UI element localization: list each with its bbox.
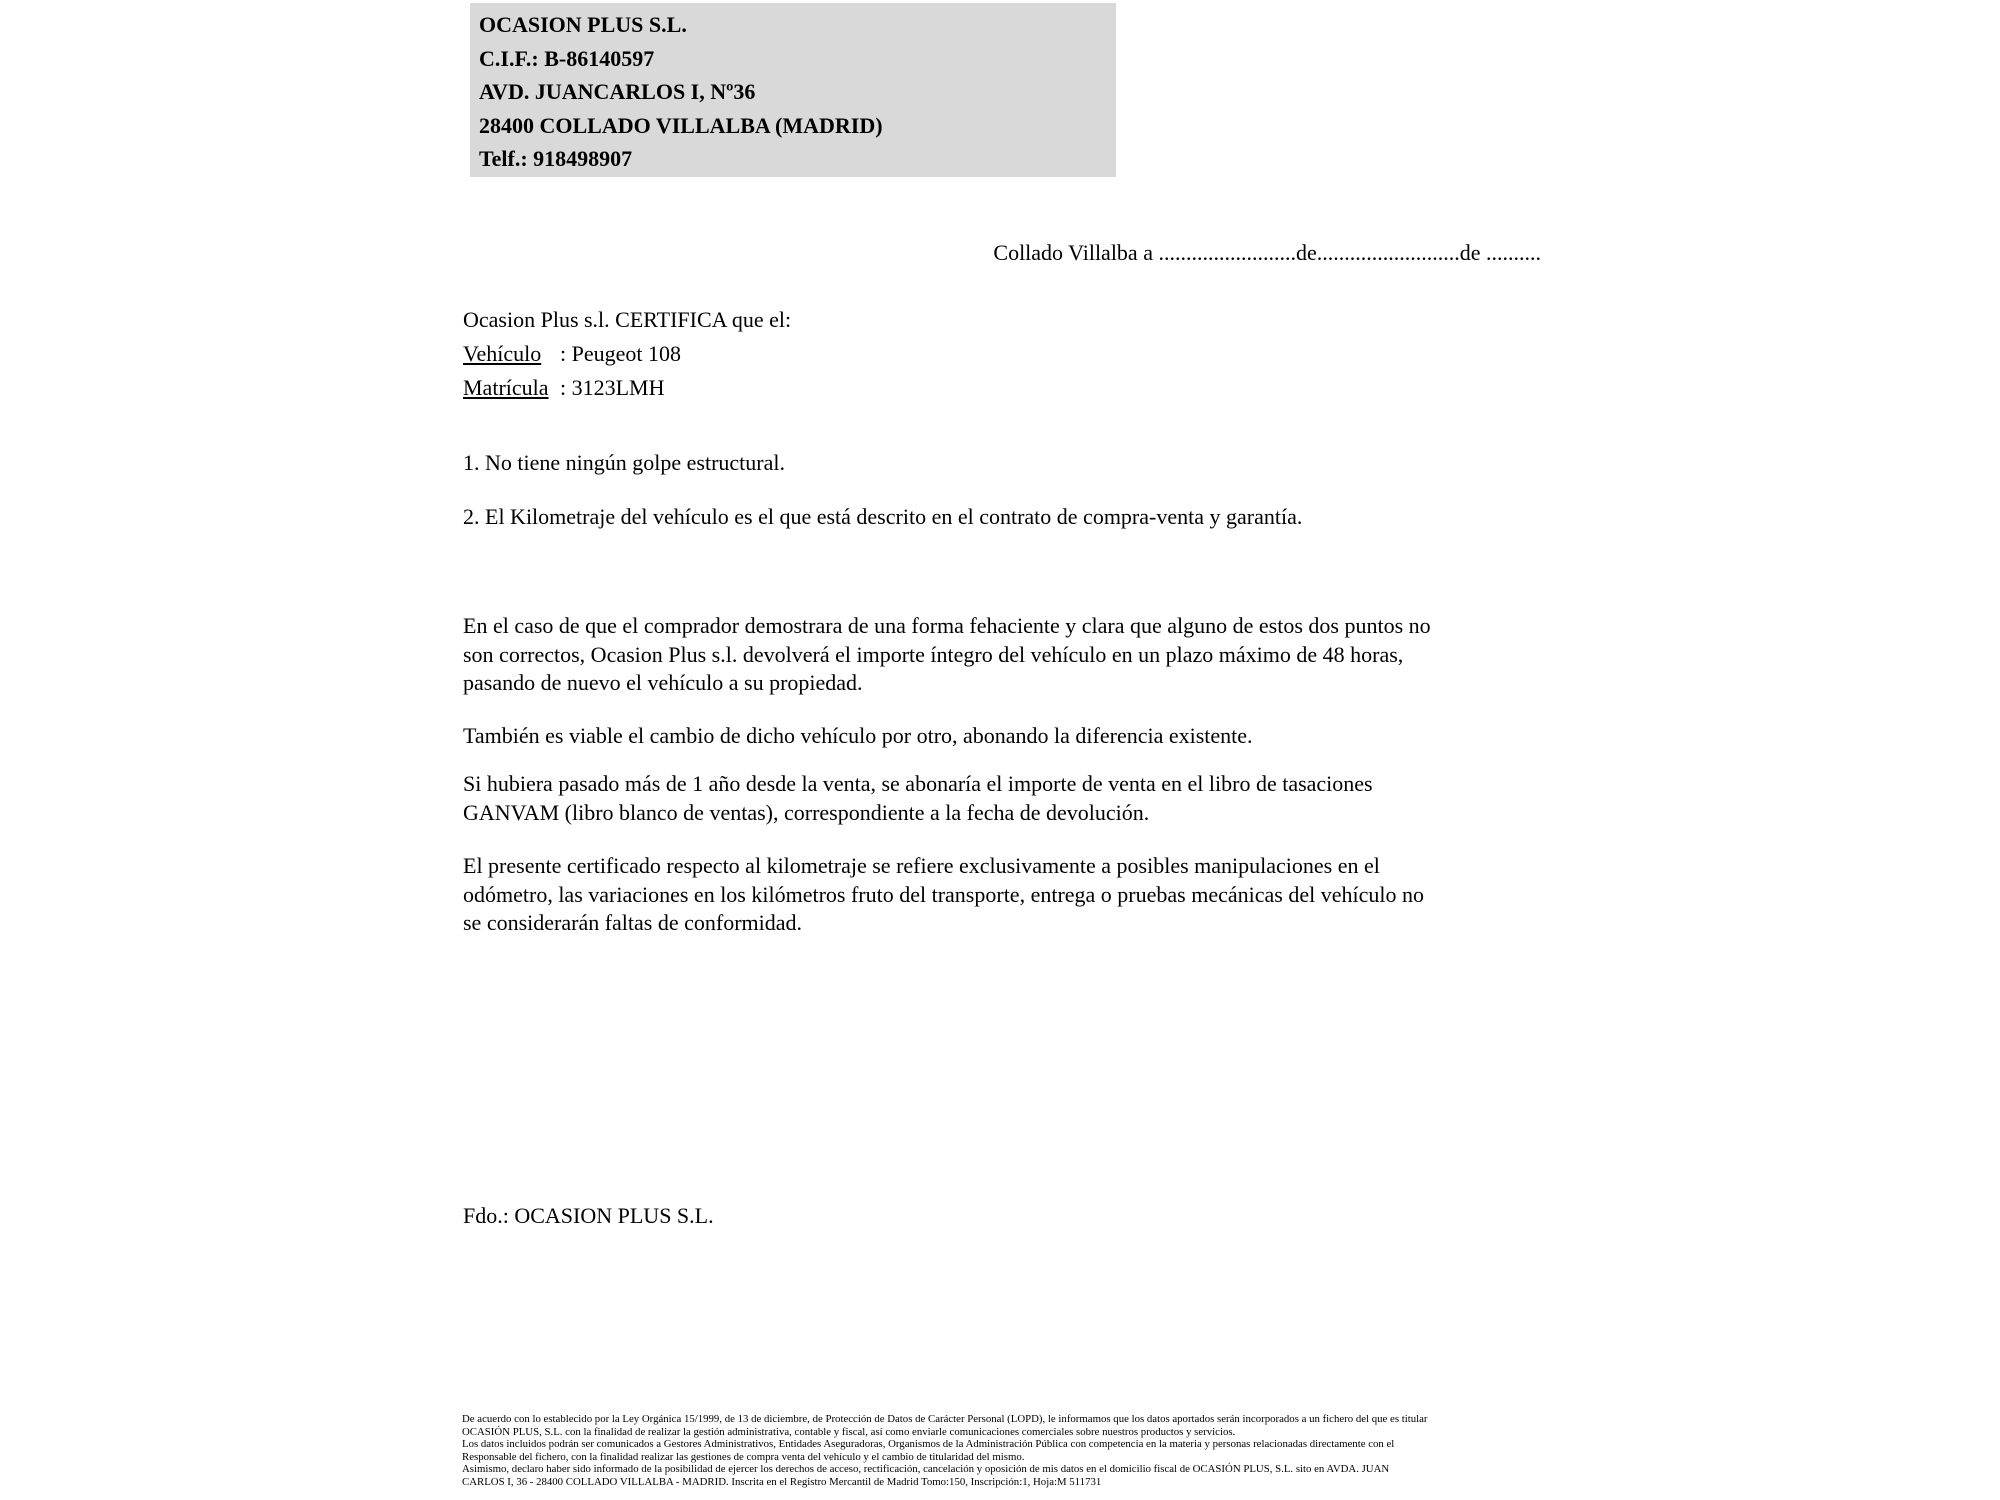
vehicle-field: [463, 337, 791, 371]
company-phone: Telf.: 918498907: [479, 146, 633, 171]
paragraph-refund: [463, 612, 1431, 698]
plate-label: Matrícula: [463, 375, 549, 400]
plate-value: : 3123LMH: [560, 375, 665, 400]
paragraph-ganvam-line: GANVAM (libro blanco de ventas), correspondiente a la fecha de devolución.: [463, 799, 1150, 825]
paragraph-exchange-line: También es viable el cambio de dicho vehículo por otro, abonando la diferencia existente.: [463, 723, 1253, 748]
company-name: OCASION PLUS S.L.: [479, 12, 687, 37]
paragraph-refund-line: En el caso de que el comprador demostrara de una forma fehaciente y clara que alguno de estos dos puntos no: [463, 613, 1431, 638]
date-line: Collado Villalba a .........................de..........................de ..........: [993, 240, 1541, 265]
footer-line: Asimismo, declaro haber sido informado de la posibilidad de ejercer los derechos de acceso, rectificación, cancelación y oposición de mis datos en el domicilio fiscal de OCASIÓN PLUS, S.L. sito en AVDA. JUAN: [462, 1463, 1390, 1475]
company-address: AVD. JUANCARLOS I, Nº36: [479, 79, 756, 104]
paragraph-refund-line: pasando de nuevo el vehículo a su propiedad.: [463, 670, 863, 695]
clause-mileage: 2. El Kilometraje del vehículo es el que está descrito en el contrato de compra-venta y garantía.: [463, 504, 1303, 529]
company-city: 28400 COLLADO VILLALBA (MADRID): [479, 112, 883, 138]
paragraph-ganvam: [463, 770, 1373, 827]
footer-line: Los datos incluidos podrán ser comunicados a Gestores Administrativos, Entidades Aseguradoras, Organismos de la Administración Pública con competencia en la materia y personas relacionadas directamente con el: [462, 1438, 1395, 1450]
paragraph-exchange: [463, 722, 1253, 751]
company-header-box: [470, 3, 1116, 177]
paragraph-refund-line: son correctos, Ocasion Plus s.l. devolverá el importe íntegro del vehículo en un plazo máximo de 48 horas,: [463, 641, 1404, 667]
plate-field: [463, 371, 791, 405]
footer-line: CARLOS I, 36 - 28400 COLLADO VILLALBA - MADRID. Inscrita en el Registro Mercantil de Madrid Tomo:150, Inscripción:1, Hoja:M 511731: [462, 1475, 1102, 1488]
signature-line: Fdo.: OCASION PLUS S.L.: [463, 1203, 714, 1228]
paragraph-odometer: [463, 852, 1424, 938]
certification-block: [463, 303, 791, 405]
certification-intro: Ocasion Plus s.l. CERTIFICA que el:: [463, 307, 792, 332]
footer-line: De acuerdo con lo establecido por la Ley Orgánica 15/1999, de 13 de diciembre, de Protección de Datos de Carácter Personal (LOPD), le informamos que los datos aportados serán incorporados a un fichero del que es titular: [462, 1413, 1428, 1425]
vehicle-value: : Peugeot 108: [560, 341, 681, 366]
paragraph-ganvam-line: Si hubiera pasado más de 1 año desde la venta, se abonaría el importe de venta en el libro de tasaciones: [463, 771, 1373, 796]
footer-line: OCASIÓN PLUS, S.L. con la finalidad de realizar la gestión administrativa, contable y fiscal, así como enviarle comunicaciones comerciales sobre nuestros productos y servicios.: [462, 1425, 1236, 1438]
vehicle-label: Vehículo: [463, 341, 542, 366]
paragraph-odometer-line: se considerarán faltas de conformidad.: [463, 910, 803, 935]
legal-footer: [462, 1413, 1562, 1488]
paragraph-odometer-line: odómetro, las variaciones en los kilómetros fruto del transporte, entrega o pruebas mecánicas del vehículo no: [463, 881, 1424, 907]
footer-line: Responsable del fichero, con la finalidad realizar las gestiones de compra venta del vehículo y el cambio de titularidad del mismo.: [462, 1450, 1025, 1463]
paragraph-odometer-line: El presente certificado respecto al kilometraje se refiere exclusivamente a posibles manipulaciones en el: [463, 853, 1380, 878]
company-cif: C.I.F.: B-86140597: [479, 45, 655, 71]
clause-structural: 1. No tiene ningún golpe estructural.: [463, 450, 785, 475]
